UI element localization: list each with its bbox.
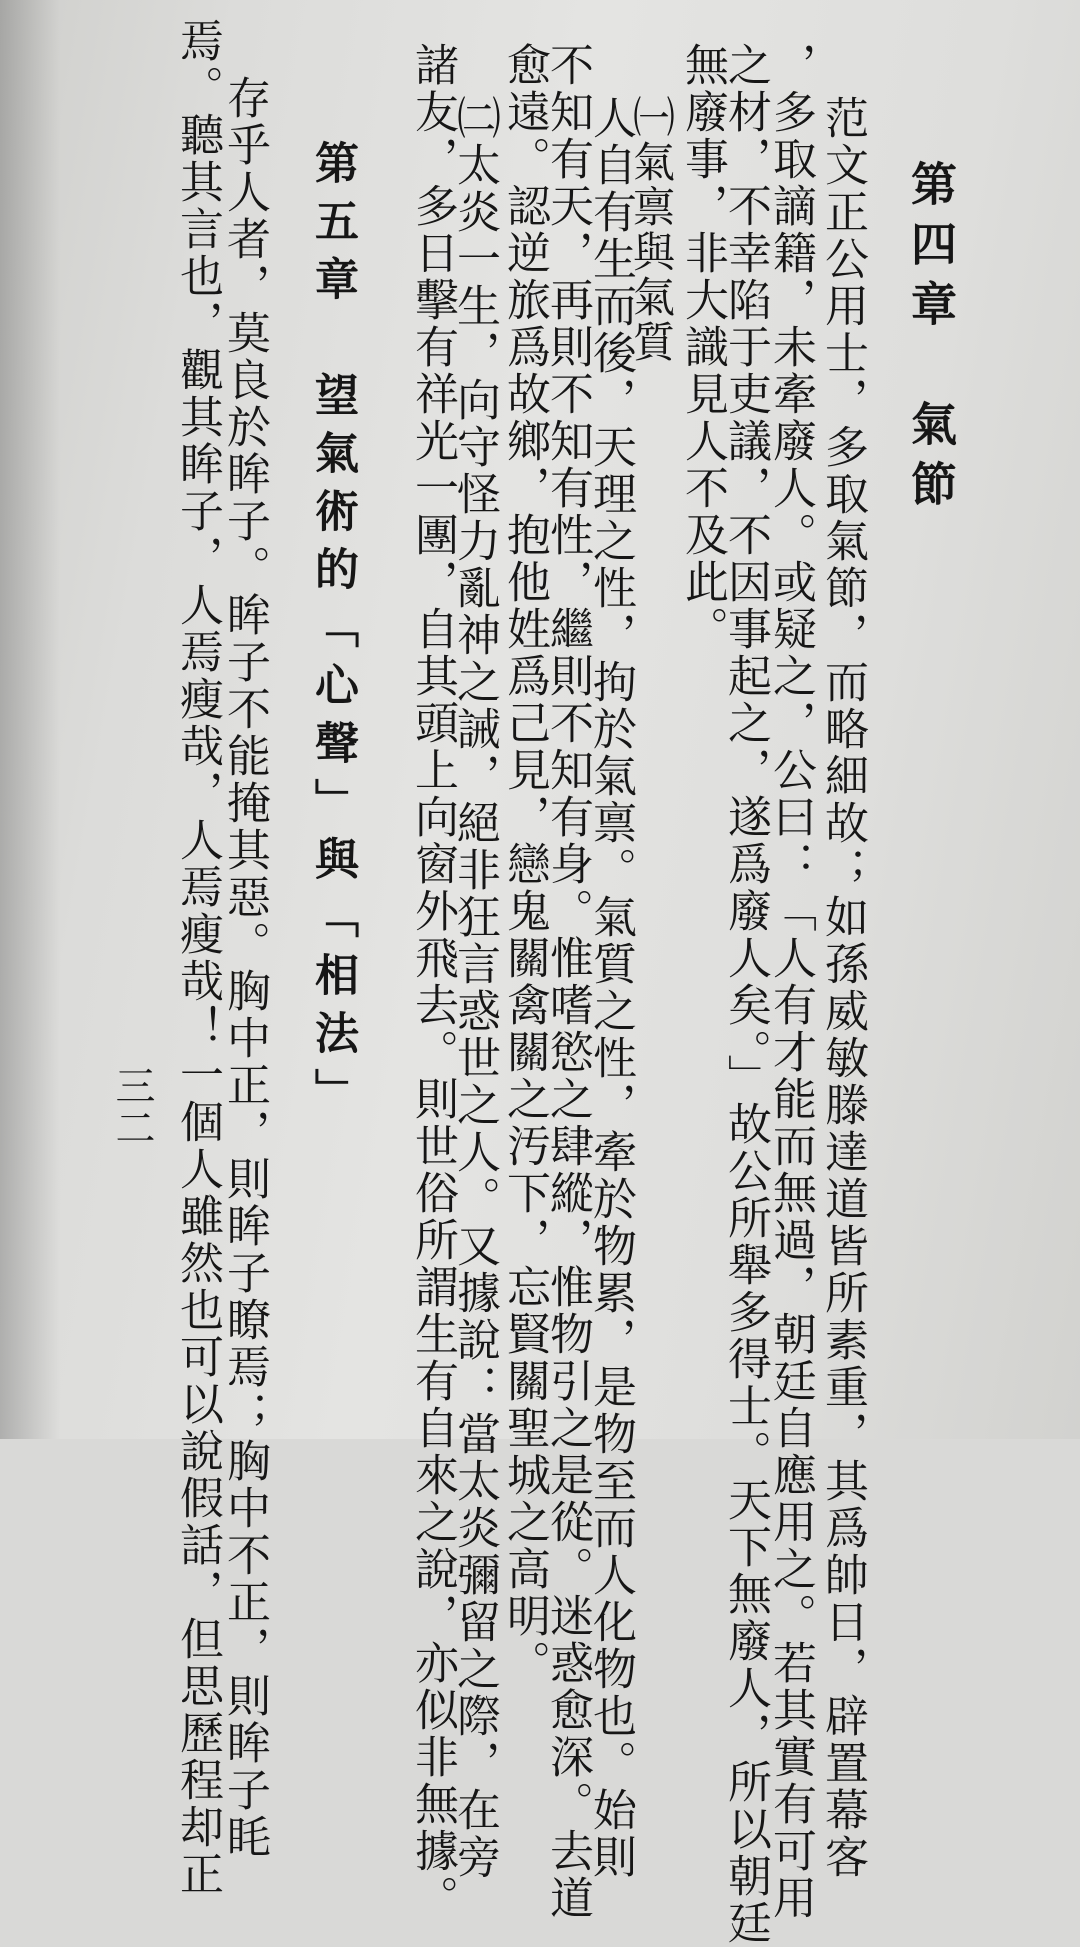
section-2-line-1: ㈡太炎一生，向守怪力亂神之誡，絕非狂言惑世之人。又據說：當太炎彌留之際，在旁 — [449, 95, 500, 1881]
section-1-line-2: 不知有天，再則不知有性，繼則不知有身。惟嗜慾之肆縱，惟物引之是從。迷惑愈深。去道 — [542, 42, 593, 1922]
chapter-4-line-4: 無廢事，非大識見人不及此。 — [677, 42, 728, 653]
chapter-5-title: 第五章 望氣術的「心聲」與「相法」 — [307, 140, 358, 1126]
section-2-line-2: 諸友，多日擊有祥光一團，自其頭上向窗外飛去。則世俗所謂生有自來之說，亦似非無據。 — [407, 42, 458, 1922]
chapter-4-line-1: 范文正公用士，多取氣節，而略細故；如孫威敏滕達道皆所素重，其爲帥日，辟置幕客 — [817, 95, 868, 1881]
page-gutter-shadow — [0, 0, 60, 1439]
page-number: 三二 — [109, 1065, 155, 1149]
section-1-line-1: 人自有生而後，天理之性，拘於氣禀。氣質之性，牽於物累，是物至而人化物也。始則 — [585, 95, 636, 1881]
section-1-title: ㈠氣禀與氣質 — [627, 95, 676, 365]
section-1-line-3: 愈遠。認逆旅爲故鄉，抱他姓爲己見，戀鬼關禽關之汚下，忘賢關聖城之高明。 — [499, 42, 550, 1687]
chapter-4-line-2: ，多取謫籍，未牽廢人。或疑之，公曰：「人有才能而無過，朝廷自應用之。若其實有可用 — [765, 42, 816, 1922]
chapter-4-title: 第四章 氣節 — [904, 160, 958, 520]
chapter-4-line-3: 之材，不幸陷于吏議，不因事起之，遂爲廢人矣。」故公所舉多得士。天下無廢人，所以朝廷 — [720, 42, 771, 1947]
chapter-5-line-2: 焉。聽其言也，觀其眸子，人焉瘦哉，人焉瘦哉！一個人雖然也可以說假話，但思歷程却正 — [172, 18, 223, 1898]
chapter-5-line-1: 存乎人者，莫良於眸子。眸子不能掩其惡。胸中正，則眸子瞭焉；胸中不正，則眸子眊 — [219, 75, 270, 1861]
